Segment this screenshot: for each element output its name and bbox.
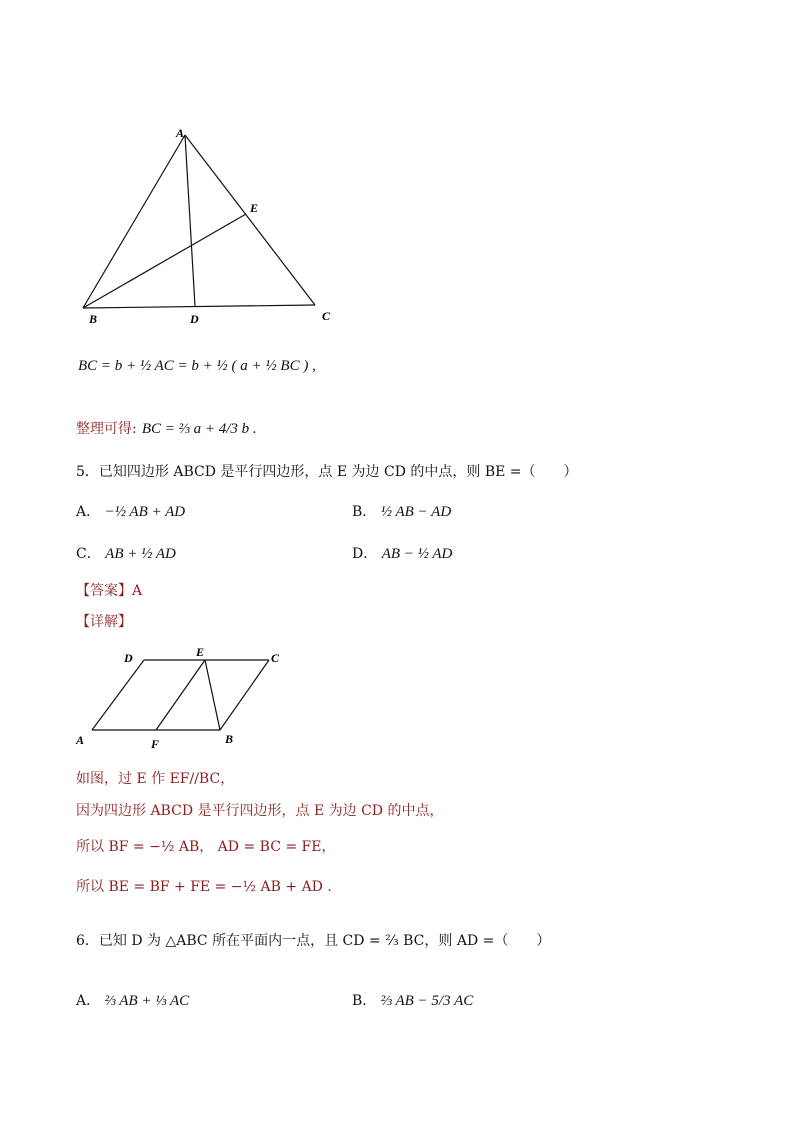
work-line-2-text: BC = ⅔ a + 4/3 b .: [141, 421, 257, 437]
side-bc: [220, 660, 269, 730]
solution-line-3: 所以 BF = −½ AB， AD = BC = FE，: [76, 839, 336, 855]
option-5b[interactable]: [352, 501, 451, 521]
question-6-number: 6．: [76, 933, 99, 949]
label-b: B: [225, 732, 234, 746]
triangle-figure: [70, 125, 350, 330]
question-6-stem: [76, 930, 550, 950]
option-6b-text: ⅔ AB − 5/3 AC: [380, 993, 474, 1009]
option-5d-text: AB − ½ AD: [381, 546, 453, 562]
solution-line-4: 所以 BE = BF + FE = −½ AB + AD .: [76, 879, 332, 895]
label-c: C: [322, 309, 331, 323]
option-5c-label: C．: [76, 546, 101, 562]
label-a: A: [176, 126, 185, 140]
work-line-2-label: 整理可得:: [76, 421, 137, 437]
work-line-2: [76, 418, 257, 438]
side-ab: [83, 135, 185, 308]
option-5b-label: B．: [352, 504, 377, 520]
option-6b[interactable]: [352, 990, 473, 1010]
work-line-1-text: BC = b + ½ AC = b + ½ ( a + ½ BC ) ,: [78, 358, 316, 374]
segment-ef: [156, 660, 205, 730]
option-5a[interactable]: [76, 501, 185, 521]
option-6a-label: A．: [76, 993, 101, 1009]
label-f: F: [151, 737, 160, 751]
label-e: E: [250, 201, 259, 215]
answer-label: 【答案】A: [76, 583, 143, 599]
side-ac: [185, 135, 315, 305]
label-b: B: [89, 312, 98, 326]
option-5c-text: AB + ½ AD: [105, 546, 176, 562]
option-5a-text: −½ AB + AD: [104, 504, 186, 520]
segment-ad: [185, 135, 195, 306]
option-5b-text: ½ AB − AD: [380, 504, 452, 520]
option-5c[interactable]: [76, 543, 176, 563]
side-ad: [92, 660, 144, 730]
label-e: E: [196, 645, 205, 659]
question-5-number: 5．: [76, 464, 99, 480]
option-5d-label: D．: [352, 546, 378, 562]
question-5-stem: [76, 461, 578, 481]
option-6b-label: B．: [352, 993, 377, 1009]
option-5a-label: A．: [76, 504, 101, 520]
work-line-1: [78, 358, 316, 375]
solution-line-2: 因为四边形 ABCD 是平行四边形，点 E 为边 CD 的中点，: [76, 803, 444, 819]
segment-eb: [205, 660, 220, 730]
label-c: C: [271, 651, 280, 665]
option-6a-text: ⅔ AB + ⅓ AC: [104, 993, 190, 1009]
label-a: A: [76, 733, 85, 747]
side-bc: [83, 305, 315, 308]
parallelogram-figure: [70, 642, 300, 754]
question-6-text: 已知 D 为 △ABC 所在平面内一点，且 CD = ⅔ BC，则 AD =（ ）: [98, 933, 551, 949]
question-5-text: 已知四边形 ABCD 是平行四边形，点 E 为边 CD 的中点，则 BE =（ ）: [98, 464, 578, 480]
solution-line-1: 如图，过 E 作 EF//BC，: [76, 771, 235, 787]
segment-be: [83, 214, 246, 308]
label-d: D: [124, 651, 133, 665]
option-5d[interactable]: [352, 543, 452, 563]
detail-label: 【详解】: [76, 614, 132, 630]
option-6a[interactable]: [76, 990, 189, 1010]
label-d: D: [190, 312, 199, 326]
